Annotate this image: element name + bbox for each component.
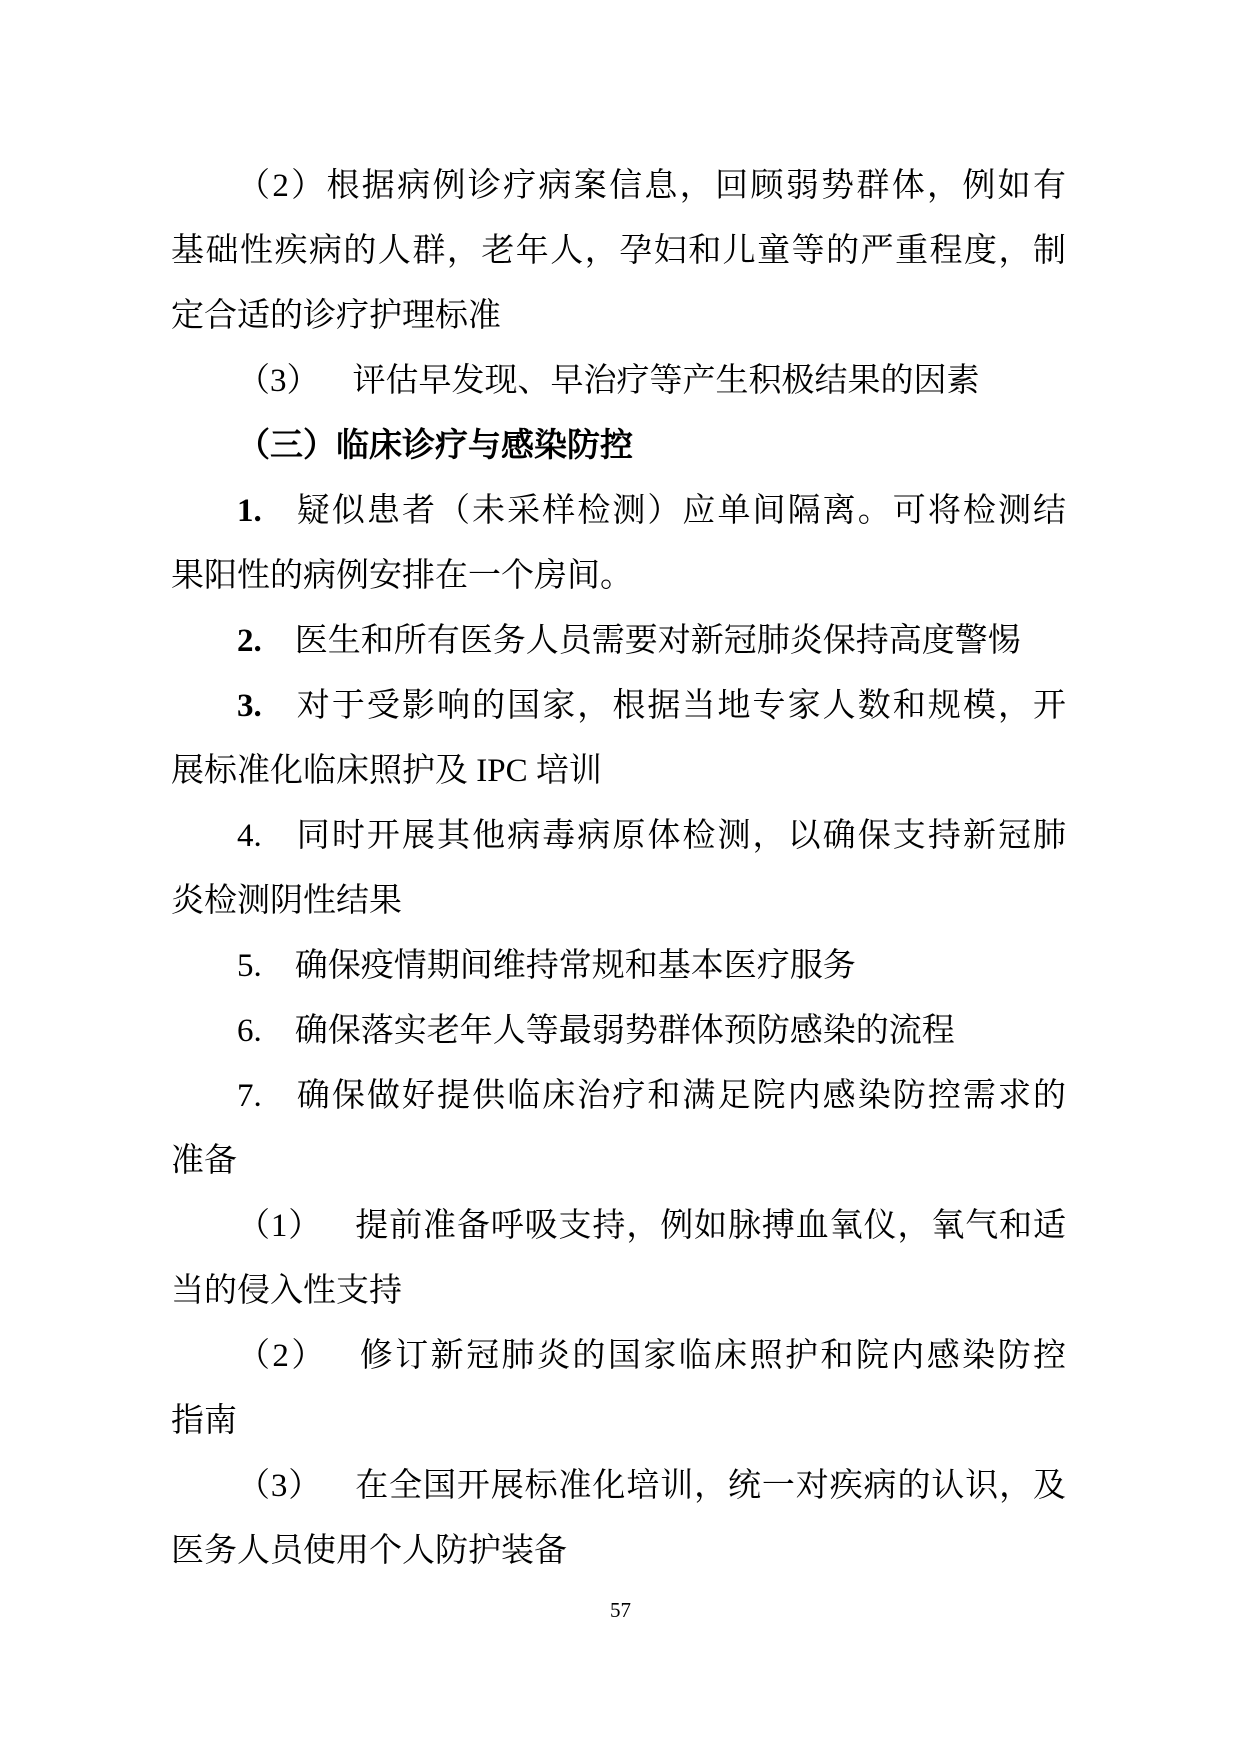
text-segment: 提前准备呼吸支持，例如脉搏血氧仪，氧气和适 <box>355 1208 1067 1244</box>
sub-item-line <box>171 349 1066 414</box>
text-segment: 确保落实老年人等最弱势群体预防感染的流程 <box>294 1013 955 1049</box>
paragraph-line <box>171 1519 1066 1584</box>
text-segment: 定合适的诊疗护理标准 <box>171 298 501 334</box>
list-item-line <box>171 1064 1066 1129</box>
list-item-line <box>171 804 1066 869</box>
page-content <box>171 154 1066 1584</box>
text-segment: 3. <box>237 688 262 724</box>
sub-item-line <box>171 1324 1066 1389</box>
list-item-line <box>171 609 1066 674</box>
text-segment: 当的侵入性支持 <box>171 1273 402 1309</box>
list-item-line <box>171 934 1066 999</box>
text-segment: 果阳性的病例安排在一个房间。 <box>171 558 633 594</box>
paragraph-line <box>171 739 1066 804</box>
text-segment: 5. <box>237 948 262 984</box>
text-segment: （3） <box>237 363 320 399</box>
text-segment: （2）根据病例诊疗病案信息，回顾弱势群体，例如有 <box>237 168 1066 204</box>
text-segment: 同时开展其他病毒病原体检测，以确保支持新冠肺 <box>294 818 1066 854</box>
list-item-line <box>171 999 1066 1064</box>
text-segment: （3） <box>237 1468 323 1504</box>
text-segment: 基础性疾病的人群，老年人，孕妇和儿童等的严重程度，制 <box>171 233 1066 269</box>
text-segment: 炎检测阴性结果 <box>171 883 402 919</box>
text-segment: 展标准化临床照护及 IPC 培训 <box>171 753 602 789</box>
list-item-line <box>171 479 1066 544</box>
text-segment: 修订新冠肺炎的国家临床照护和院内感染防控 <box>359 1338 1067 1374</box>
paragraph-line <box>171 219 1066 284</box>
text-segment: （1） <box>237 1208 323 1244</box>
text-segment: 准备 <box>171 1143 237 1179</box>
text-segment: 2. <box>237 623 262 659</box>
paragraph-line <box>171 1129 1066 1194</box>
text-segment: 7. <box>237 1078 262 1114</box>
text-segment: 在全国开展标准化培训，统一对疾病的认识，及 <box>355 1468 1067 1504</box>
text-segment: 确保疫情期间维持常规和基本医疗服务 <box>294 948 856 984</box>
sub-item-line <box>171 1194 1066 1259</box>
section-heading <box>171 414 1066 479</box>
paragraph-line <box>171 154 1066 219</box>
text-segment: 6. <box>237 1013 262 1049</box>
text-segment: 疑似患者（未采样检测）应单间隔离。可将检测结 <box>294 493 1066 529</box>
paragraph-line <box>171 544 1066 609</box>
text-segment: （2） <box>237 1338 327 1374</box>
paragraph-line <box>171 284 1066 349</box>
paragraph-line <box>171 1389 1066 1454</box>
paragraph-line <box>171 1259 1066 1324</box>
text-segment: （三）临床诊疗与感染防控 <box>237 428 633 464</box>
list-item-line <box>171 674 1066 739</box>
text-segment: 1. <box>237 493 262 529</box>
text-segment: 指南 <box>171 1403 237 1439</box>
text-segment: 确保做好提供临床治疗和满足院内感染防控需求的 <box>294 1078 1066 1114</box>
sub-item-line <box>171 1454 1066 1519</box>
text-segment: 4. <box>237 818 262 854</box>
page-number: 57 <box>610 1598 631 1622</box>
text-segment: 对于受影响的国家，根据当地专家人数和规模，开 <box>294 688 1066 724</box>
text-segment: 医生和所有医务人员需要对新冠肺炎保持高度警惕 <box>294 623 1021 659</box>
text-segment: 评估早发现、早治疗等产生积极结果的因素 <box>352 363 980 399</box>
paragraph-line <box>171 869 1066 934</box>
text-segment: 医务人员使用个人防护装备 <box>171 1533 567 1569</box>
